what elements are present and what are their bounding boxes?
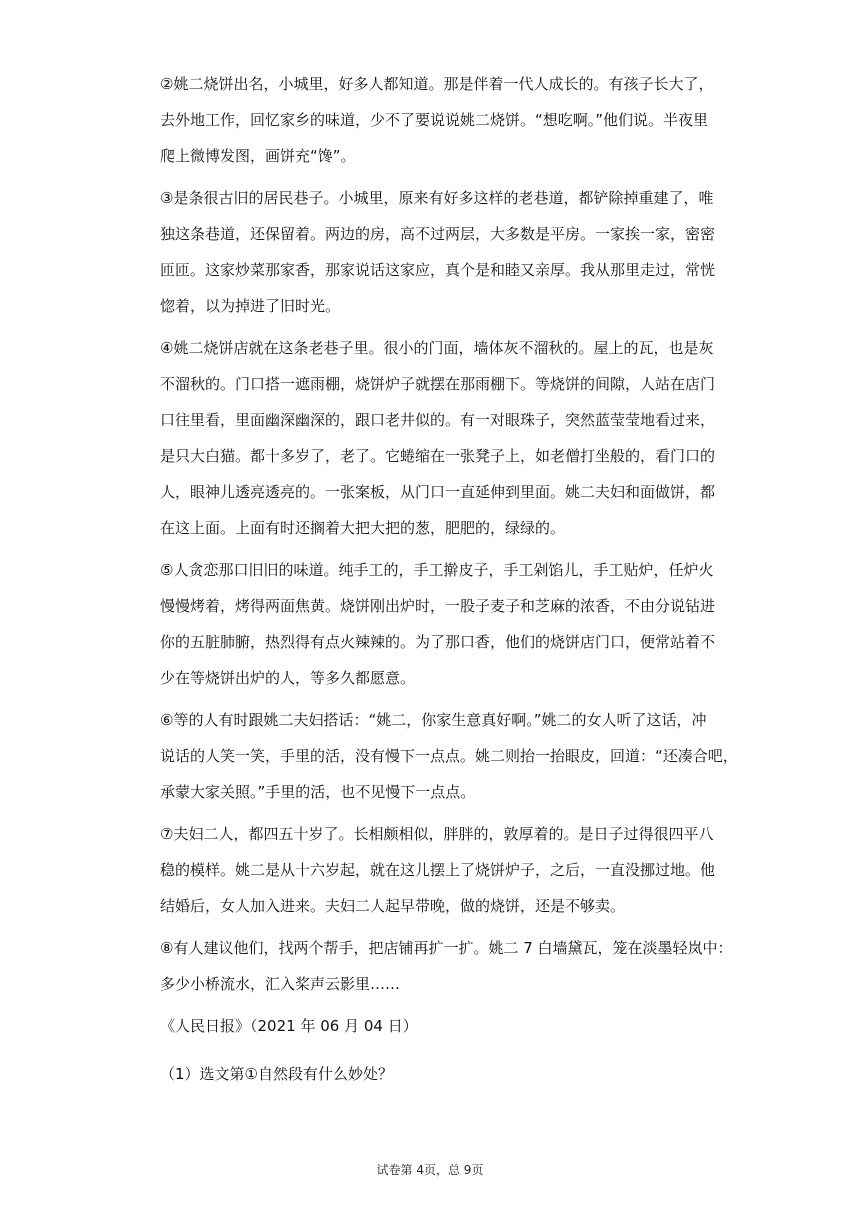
article-paragraph xyxy=(160,330,750,546)
paragraph-line: 多少小桥流水，汇入桨声云影里…… xyxy=(160,975,401,993)
paragraph-line: 不溜秋的。门口搭一遮雨棚，烧饼炉子就摆在那雨棚下。等烧饼的间隙，人站在店门 xyxy=(160,375,716,393)
paragraph-line: 少在等烧饼出炉的人，等多久都愿意。 xyxy=(160,669,416,687)
paragraph-line: 人，眼神儿透亮透亮的。一张案板，从门口一直延伸到里面。姚二夫妇和面做饼，都 xyxy=(160,483,716,501)
article-paragraph xyxy=(160,702,750,810)
paragraph-line: ⑦夫妇二人，都四五十岁了。长相颇相似，胖胖的，敦厚着的。是日子过得很四平八 xyxy=(160,825,714,843)
paragraph-line: 承蒙大家关照。”手里的活，也不见慢下一点点。 xyxy=(160,783,476,801)
paragraph-line: 结婚后，女人加入进来。夫妇二人起早带晚，做的烧饼，还是不够卖。 xyxy=(160,897,626,915)
paragraph-line: 在这上面。上面有时还搁着大把大把的葱，肥肥的，绿绿的。 xyxy=(160,519,566,537)
article-paragraph xyxy=(160,66,750,174)
paragraph-line: 是只大白猫。都十多岁了，老了。它蜷缩在一张凳子上，如老僧打坐般的，看门口的 xyxy=(160,447,716,465)
paragraph-line: ③是条很古旧的居民巷子。小城里，原来有好多这样的老巷道，都铲除掉重建了，唯 xyxy=(160,189,714,207)
paragraph-line: 去外地工作，回忆家乡的味道，少不了要说说姚二烧饼。“想吃啊。”他们说。半夜里 xyxy=(160,111,709,129)
article-body xyxy=(160,66,750,1044)
paragraph-line: ⑧有人建议他们，找两个帮手，把店铺再扩一扩。姚二 7 白墙黛瓦，笼在淡墨轻岚中： xyxy=(160,939,733,957)
question-1: （1）选文第①自然段有什么妙处？ xyxy=(160,1065,393,1083)
paragraph-line: 口往里看，里面幽深幽深的，跟口老井似的。有一对眼珠子，突然蓝莹莹地看过来， xyxy=(160,411,716,429)
page-footer: 试卷第 4页，总 9页 xyxy=(376,1163,484,1177)
paragraph-line: ⑤人贪恋那口旧旧的味道。纯手工的，手工擀皮子，手工剁馅儿，手工贴炉，任炉火 xyxy=(160,561,714,579)
paragraph-line: 匝匝。这家炒菜那家香，那家说话这家应，真个是和睦又亲厚。我从那里走过，常恍 xyxy=(160,261,716,279)
paragraph-line: 你的五脏肺腑，热烈得有点火辣辣的。为了那口香，他们的烧饼店门口，便常站着不 xyxy=(160,633,716,651)
paragraph-line: 独这条巷道，还保留着。两边的房，高不过两层，大多数是平房。一家挨一家，密密 xyxy=(160,225,716,243)
paragraph-line: 慢慢烤着，烤得两面焦黄。烧饼刚出炉时，一股子麦子和芝麻的浓香，不由分说钻进 xyxy=(160,597,716,615)
paragraph-line: 惚着，以为掉进了旧时光。 xyxy=(160,297,341,315)
paragraph-line: ②姚二烧饼出名，小城里，好多人都知道。那是伴着一代人成长的。有孩子长大了， xyxy=(160,75,714,93)
article-paragraph xyxy=(160,552,750,696)
paragraph-line: 爬上微博发图，画饼充“馋”。 xyxy=(160,147,356,165)
article-paragraph xyxy=(160,180,750,324)
article-paragraph xyxy=(160,816,750,924)
paragraph-line: ⑥等的人有时跟姚二夫妇搭话：“姚二，你家生意真好啊。”姚二的女人听了这话，冲 xyxy=(160,711,707,729)
paragraph-line: 说话的人笑一笑，手里的活，没有慢下一点点。姚二则抬一抬眼皮，回道：“还凑合吧， xyxy=(160,747,738,765)
article-paragraph xyxy=(160,930,750,1002)
paragraph-line: 稳的模样。姚二是从十六岁起，就在这儿摆上了烧饼炉子，之后，一直没挪过地。他 xyxy=(160,861,716,879)
article-source: 《人民日报》（2021 年 06 月 04 日） xyxy=(160,1017,418,1035)
paragraph-line: ④姚二烧饼店就在这条老巷子里。很小的门面，墙体灰不溜秋的。屋上的瓦，也是灰 xyxy=(160,339,714,357)
article-paragraphs xyxy=(160,66,750,1002)
